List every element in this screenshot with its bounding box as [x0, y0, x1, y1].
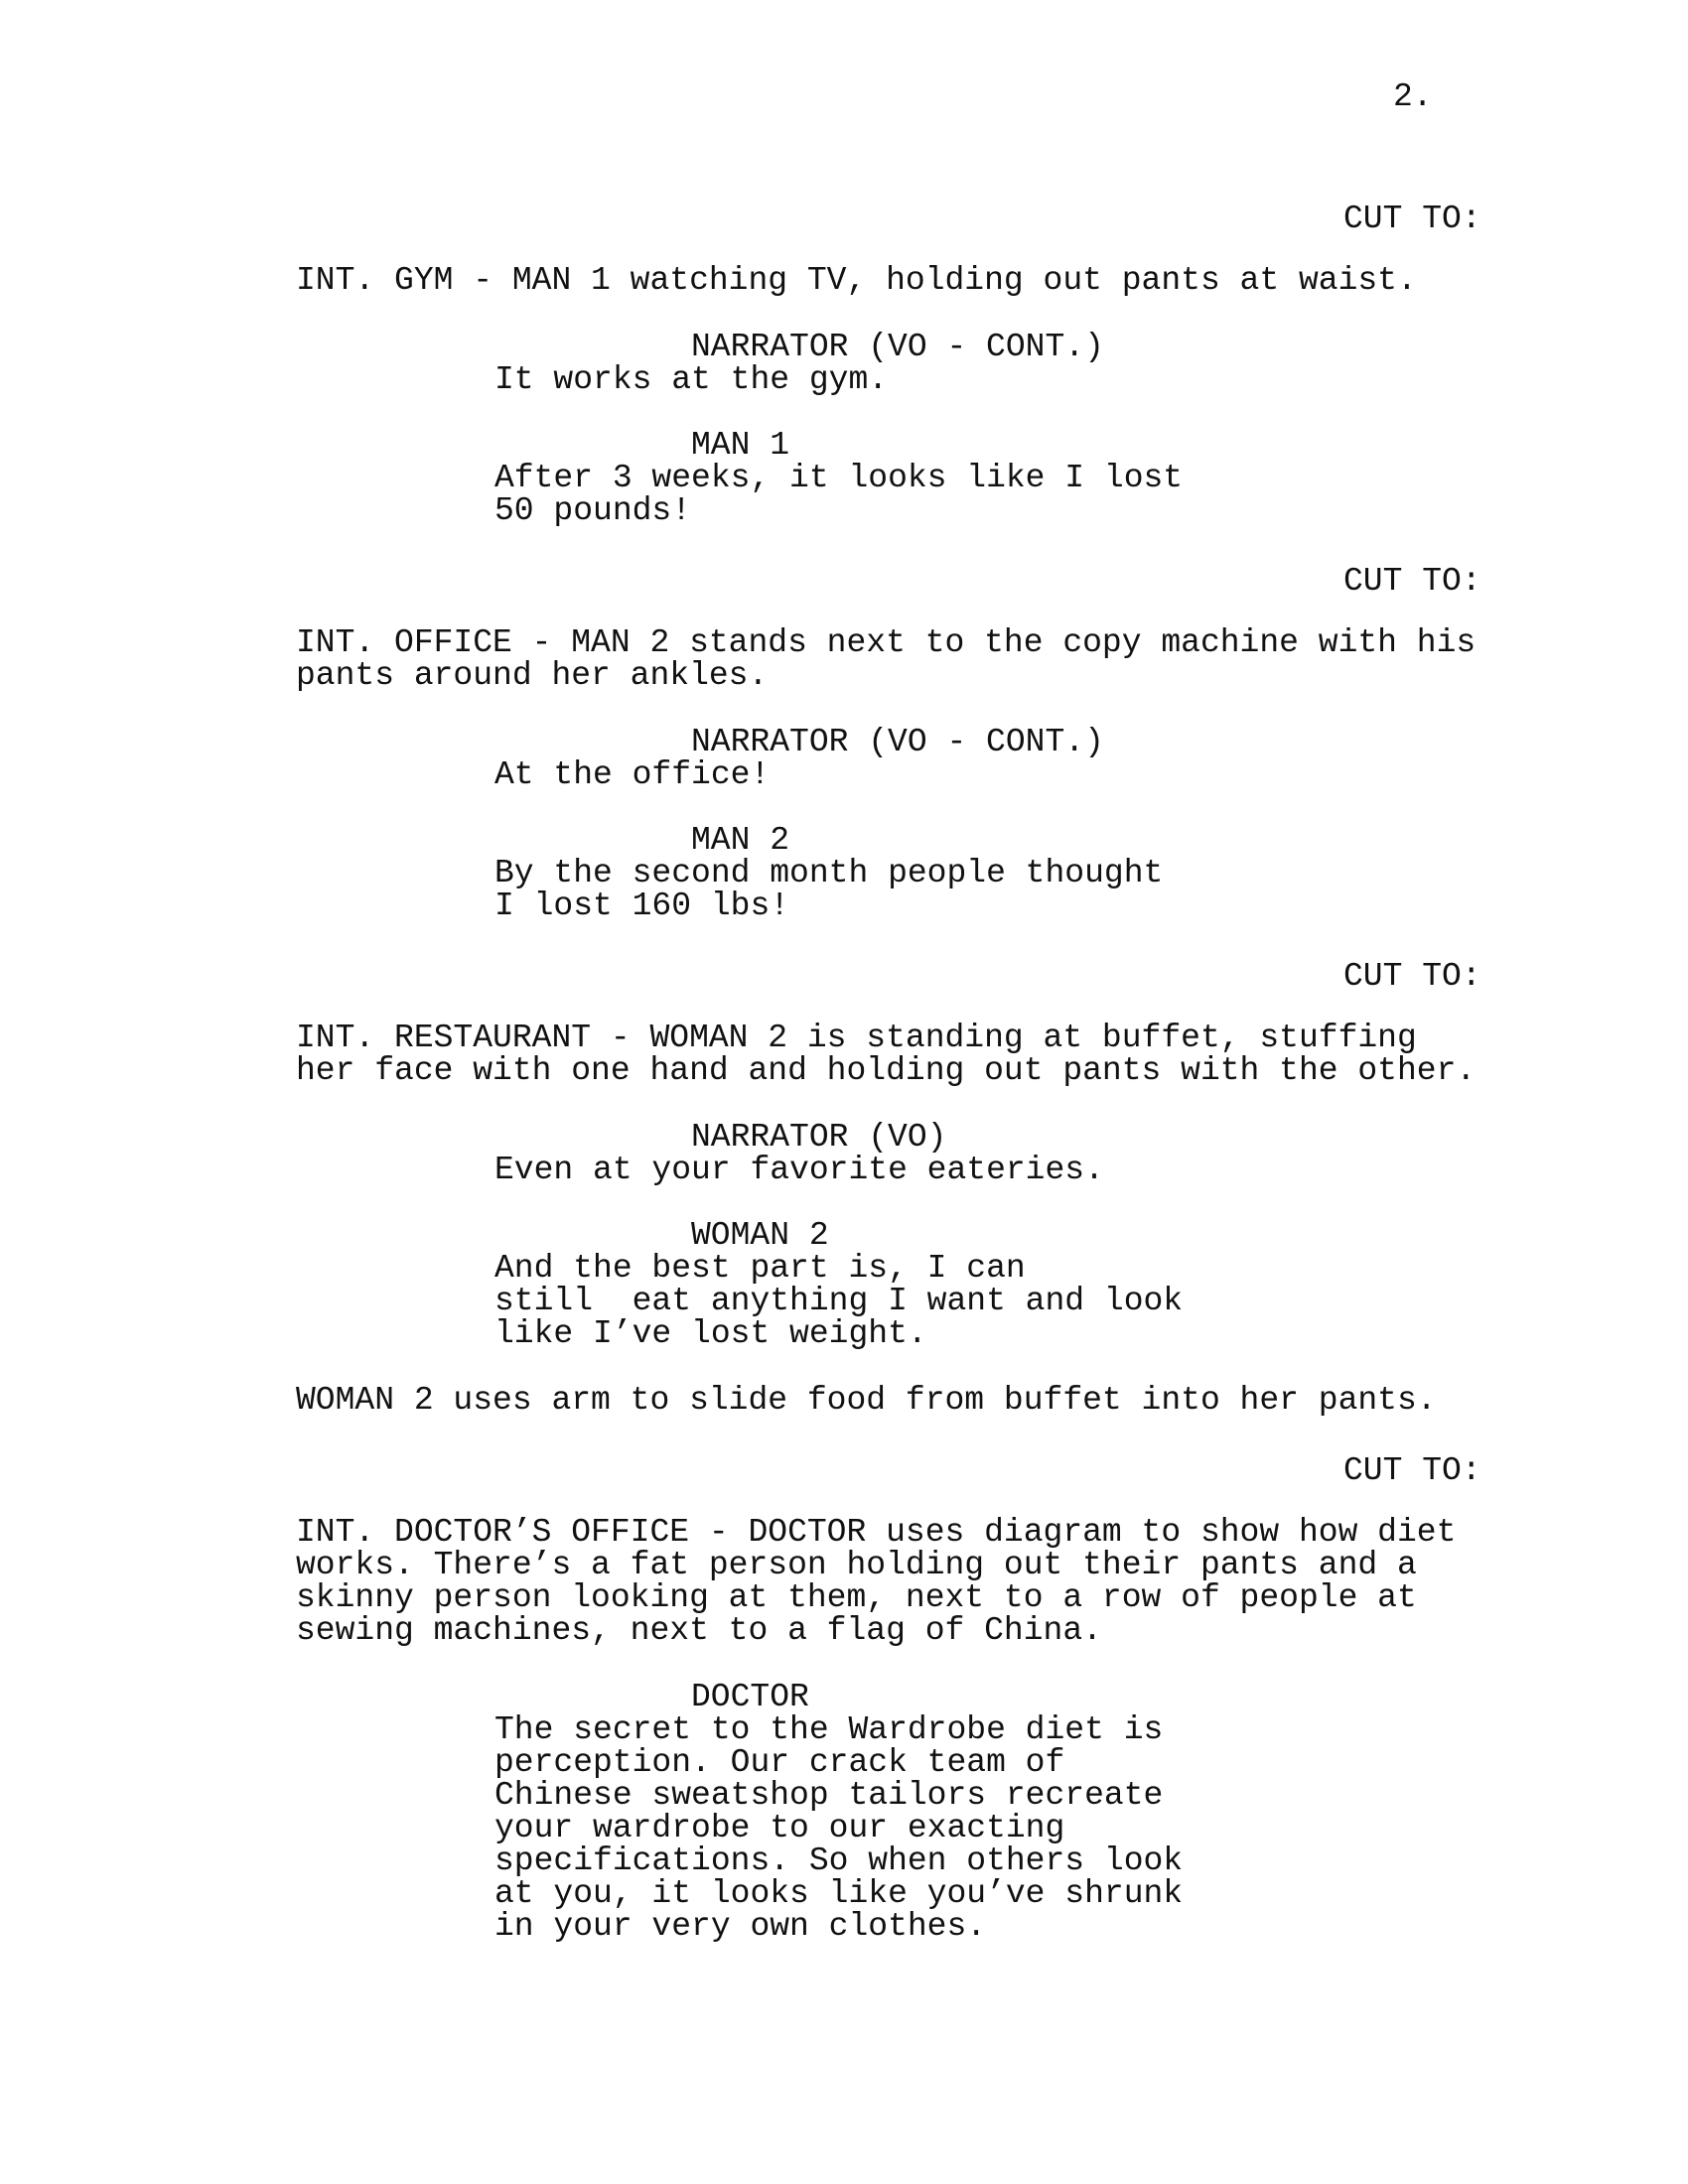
transition-cut-to: CUT TO:	[1343, 201, 1481, 237]
scene-heading-doctors-office: INT. DOCTOR’S OFFICE - DOCTOR uses diagram to show how diet works. There’s a fat person holding out their pants and a skinny person looking at them, next to a row of people at sewing machines, next to a flag of China.	[296, 1514, 1457, 1649]
dialogue-woman-2: And the best part is, I can still eat anything I want and look like I’ve lost weight.	[494, 1250, 1184, 1352]
dialogue-man-2: By the second month people thought I lost 160 lbs!	[494, 855, 1164, 924]
scene-heading-office: INT. OFFICE - MAN 2 stands next to the copy machine with his pants around her ankles.	[296, 624, 1477, 694]
transition-cut-to: CUT TO:	[1343, 1452, 1481, 1489]
dialogue-man-1: After 3 weeks, it looks like I lost 50 pounds!	[494, 460, 1184, 529]
transition-cut-to: CUT TO:	[1343, 958, 1481, 995]
scene-heading-gym: INT. GYM - MAN 1 watching TV, holding out pants at waist.	[296, 262, 1417, 299]
character-cue-doctor: DOCTOR	[691, 1679, 809, 1715]
character-cue-man-2: MAN 2	[691, 822, 790, 859]
dialogue-narrator: It works at the gym.	[494, 361, 889, 398]
character-cue-narrator: NARRATOR (VO - CONT.)	[691, 329, 1104, 365]
transition-cut-to: CUT TO:	[1343, 563, 1481, 600]
action-line: WOMAN 2 uses arm to slide food from buffet into her pants.	[296, 1382, 1437, 1419]
scene-heading-restaurant: INT. RESTAURANT - WOMAN 2 is standing at buffet, stuffing her face with one hand and holding out pants with the other.	[296, 1020, 1477, 1089]
dialogue-narrator: Even at your favorite eateries.	[494, 1152, 1104, 1188]
dialogue-doctor: The secret to the Wardrobe diet is perception. Our crack team of Chinese sweatshop tailors recreate your wardrobe to our exacting specifications. So when others look at you, it looks like you’ve shrunk in your very own clothes.	[494, 1711, 1184, 1945]
character-cue-woman-2: WOMAN 2	[691, 1217, 829, 1254]
character-cue-man-1: MAN 1	[691, 427, 790, 464]
dialogue-narrator: At the office!	[494, 756, 771, 793]
character-cue-narrator: NARRATOR (VO)	[691, 1119, 947, 1156]
character-cue-narrator: NARRATOR (VO - CONT.)	[691, 724, 1104, 760]
page-number: 2.	[1393, 78, 1433, 115]
